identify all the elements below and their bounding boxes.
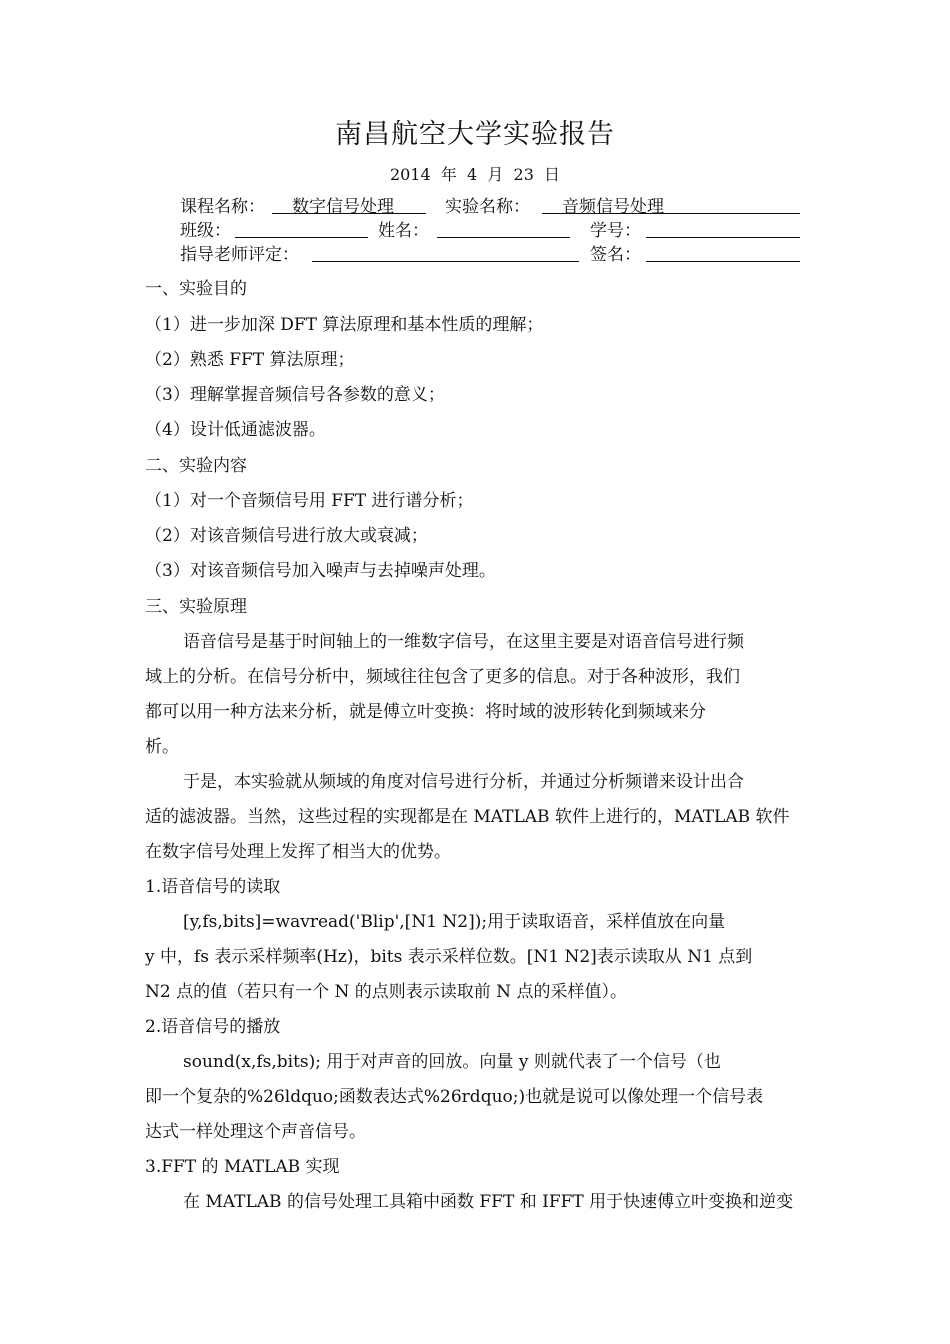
subheading-fft: 3.FFT 的 MATLAB 实现 [145, 1157, 340, 1177]
section-heading-principle: 三、实验原理 [145, 597, 247, 617]
class-label: 班级： [180, 221, 231, 241]
signature-label: 签名： [590, 245, 641, 265]
class-underline [235, 237, 368, 238]
paragraph-line: 语音信号是基于时间轴上的一维数字信号，在这里主要是对语音信号进行频 [183, 632, 744, 652]
report-title: 南昌航空大学实验报告 [335, 119, 615, 150]
objective-item: （1）进一步加深 DFT 算法原理和基本性质的理解； [145, 315, 544, 335]
report-date: 2014 年 4 月 23 日 [389, 165, 561, 184]
section-heading-objectives: 一、实验目的 [145, 279, 247, 299]
name-underline [437, 237, 570, 238]
section-heading-content: 二、实验内容 [145, 456, 247, 476]
student-id-label: 学号： [590, 221, 641, 241]
header-row-teacher [180, 240, 805, 264]
teacher-label: 指导老师评定： [180, 245, 299, 265]
content-item: （3）对该音频信号加入噪声与去掉噪声处理。 [145, 561, 496, 581]
experiment-label: 实验名称： [445, 197, 530, 217]
subheading-play: 2.语音信号的播放 [145, 1017, 281, 1037]
paragraph-line: 都可以用一种方法来分析，就是傅立叶变换：将时域的波形转化到频域来分 [145, 702, 706, 722]
name-label: 姓名： [378, 221, 429, 241]
header-row-class [180, 216, 805, 240]
paragraph-line: 在 MATLAB 的信号处理工具箱中函数 FFT 和 IFFT 用于快速傅立叶变换和逆变 [183, 1192, 794, 1212]
paragraph-line: 域上的分析。在信号分析中，频域往往包含了更多的信息。对于各种波形，我们 [145, 667, 740, 687]
paragraph-line: sound(x,fs,bits); 用于对声音的回放。向量 y 则就代表了一个信号（也 [183, 1052, 721, 1072]
content-item: （2）对该音频信号进行放大或衰减； [145, 526, 428, 546]
content-item: （1）对一个音频信号用 FFT 进行谱分析； [145, 491, 474, 511]
student-id-underline [646, 237, 800, 238]
course-value: 数字信号处理 [292, 197, 394, 217]
paragraph-line: 于是，本实验就从频域的角度对信号进行分析，并通过分析频谱来设计出合 [183, 772, 744, 792]
experiment-value: 音频信号处理 [562, 197, 664, 217]
objective-item: （2）熟悉 FFT 算法原理； [145, 350, 355, 370]
paragraph-line: [y,fs,bits]=wavread('Blip',[N1 N2]);用于读取语音，采样值放在向量 [183, 912, 726, 932]
course-label: 课程名称： [180, 197, 265, 217]
paragraph-line: y 中，fs 表示采样频率(Hz)，bits 表示采样位数。[N1 N2]表示读取从 N1 点到 [145, 947, 753, 967]
teacher-underline [312, 261, 579, 262]
objective-item: （3）理解掌握音频信号各参数的意义； [145, 385, 445, 405]
paragraph-line: N2 点的值（若只有一个 N 的点则表示读取前 N 点的采样值）。 [145, 982, 627, 1002]
paragraph-line: 即一个复杂的%26ldquo;函数表达式%26rdquo;)也就是说可以像处理一个信号表 [145, 1087, 764, 1107]
signature-underline [646, 261, 800, 262]
header-row-course [180, 192, 805, 216]
paragraph-line: 达式一样处理这个声音信号。 [145, 1122, 366, 1142]
paragraph-line: 在数字信号处理上发挥了相当大的优势。 [145, 842, 451, 862]
subheading-read: 1.语音信号的读取 [145, 877, 281, 897]
objective-item: （4）设计低通滤波器。 [145, 420, 326, 440]
paragraph-line: 析。 [145, 737, 179, 757]
paragraph-line: 适的滤波器。当然，这些过程的实现都是在 MATLAB 软件上进行的，MATLAB 软件 [145, 807, 790, 827]
